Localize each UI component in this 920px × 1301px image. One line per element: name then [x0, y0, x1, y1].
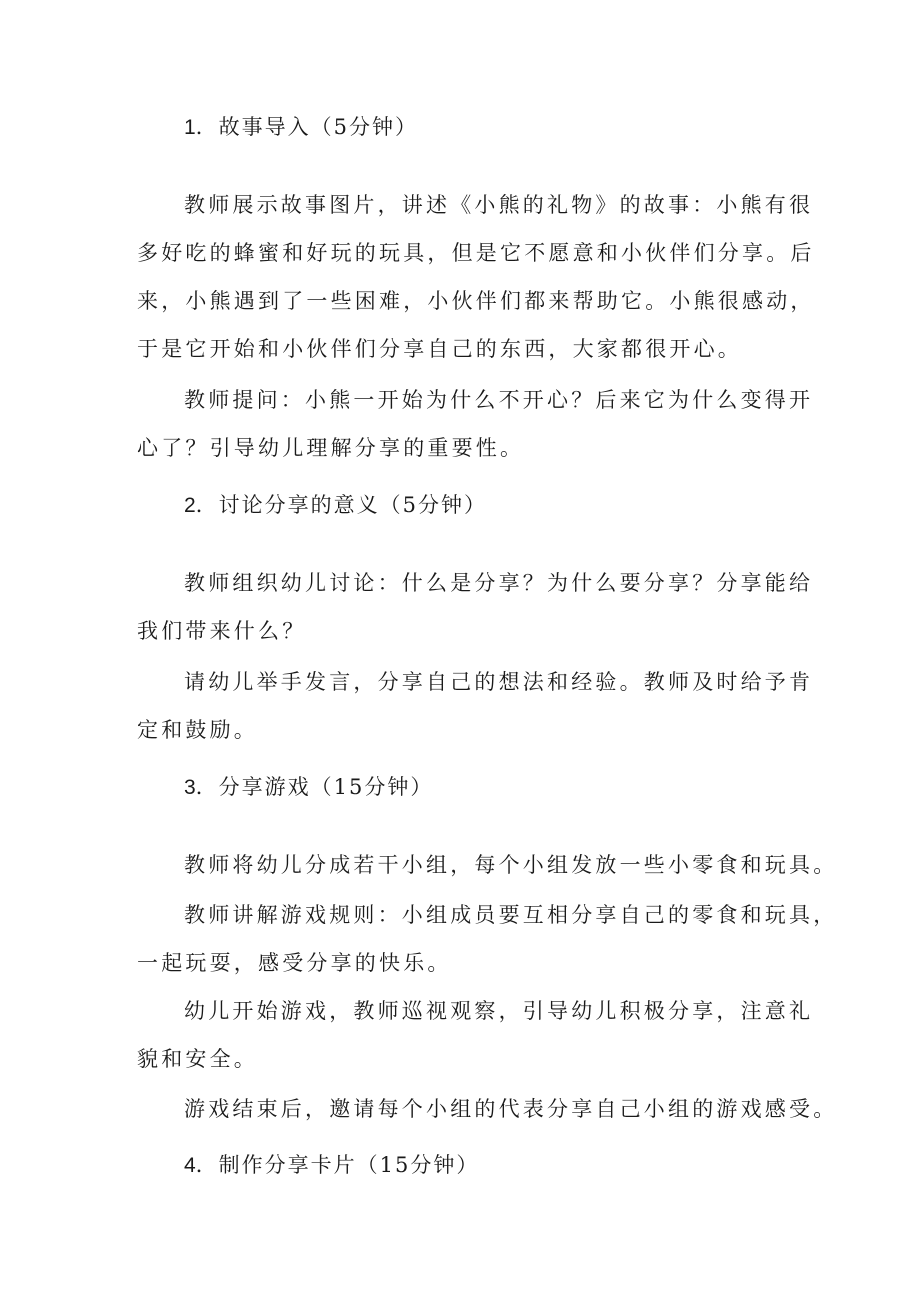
section-heading-4: [184, 1150, 844, 1181]
paragraph-line: 一起玩耍，感受分享的快乐。: [137, 951, 452, 975]
section-number: 1: [184, 116, 196, 139]
paragraph-line: 请幼儿举手发言，分享自己的想法和经验。教师及时给予肯: [184, 670, 814, 694]
paragraph-line: 教师展示故事图片，讲述《小熊的礼物》的故事：小熊有很: [184, 193, 814, 217]
paragraph-line: 教师讲解游戏规则：小组成员要互相分享自己的零食和玩具，: [184, 903, 838, 927]
paragraph-line: 我们带来什么？: [137, 619, 307, 643]
paragraph-line: 貌和安全。: [137, 1047, 258, 1071]
section-heading-1: [184, 112, 844, 143]
paragraph-line: 教师将幼儿分成若干小组，每个小组发放一些小零食和玩具。: [184, 853, 838, 877]
section-number: 4: [184, 1154, 196, 1177]
paragraph-line: 游戏结束后，邀请每个小组的代表分享自己小组的游戏感受。: [184, 1097, 838, 1121]
paragraph-line: 教师提问：小熊一开始为什么不开心？后来它为什么变得开: [184, 388, 814, 412]
section-title: ．讨论分享的意义（5分钟）: [195, 493, 488, 517]
section-number: 3: [184, 776, 196, 799]
section-title: ．故事导入（5分钟）: [195, 115, 419, 139]
section-heading-3: [184, 772, 844, 803]
paragraph-line: 来，小熊遇到了一些困难，小伙伴们都来帮助它。小熊很感动，: [137, 289, 815, 313]
section-title: ．制作分享卡片（15分钟）: [195, 1153, 480, 1177]
paragraph-line: 心了？引导幼儿理解分享的重要性。: [137, 436, 525, 460]
section-number: 2: [184, 494, 196, 517]
paragraph-line: 教师组织幼儿讨论：什么是分享？为什么要分享？分享能给: [184, 571, 814, 595]
paragraph-line: 于是它开始和小伙伴们分享自己的东西，大家都很开心。: [137, 337, 742, 361]
paragraph-line: 定和鼓励。: [137, 718, 258, 742]
section-heading-2: [184, 490, 844, 521]
section-title: ．分享游戏（15分钟）: [195, 775, 434, 799]
paragraph-line: 多好吃的蜂蜜和好玩的玩具，但是它不愿意和小伙伴们分享。后: [137, 241, 815, 265]
paragraph-line: 幼儿开始游戏，教师巡视观察，引导幼儿积极分享，注意礼: [184, 999, 814, 1023]
